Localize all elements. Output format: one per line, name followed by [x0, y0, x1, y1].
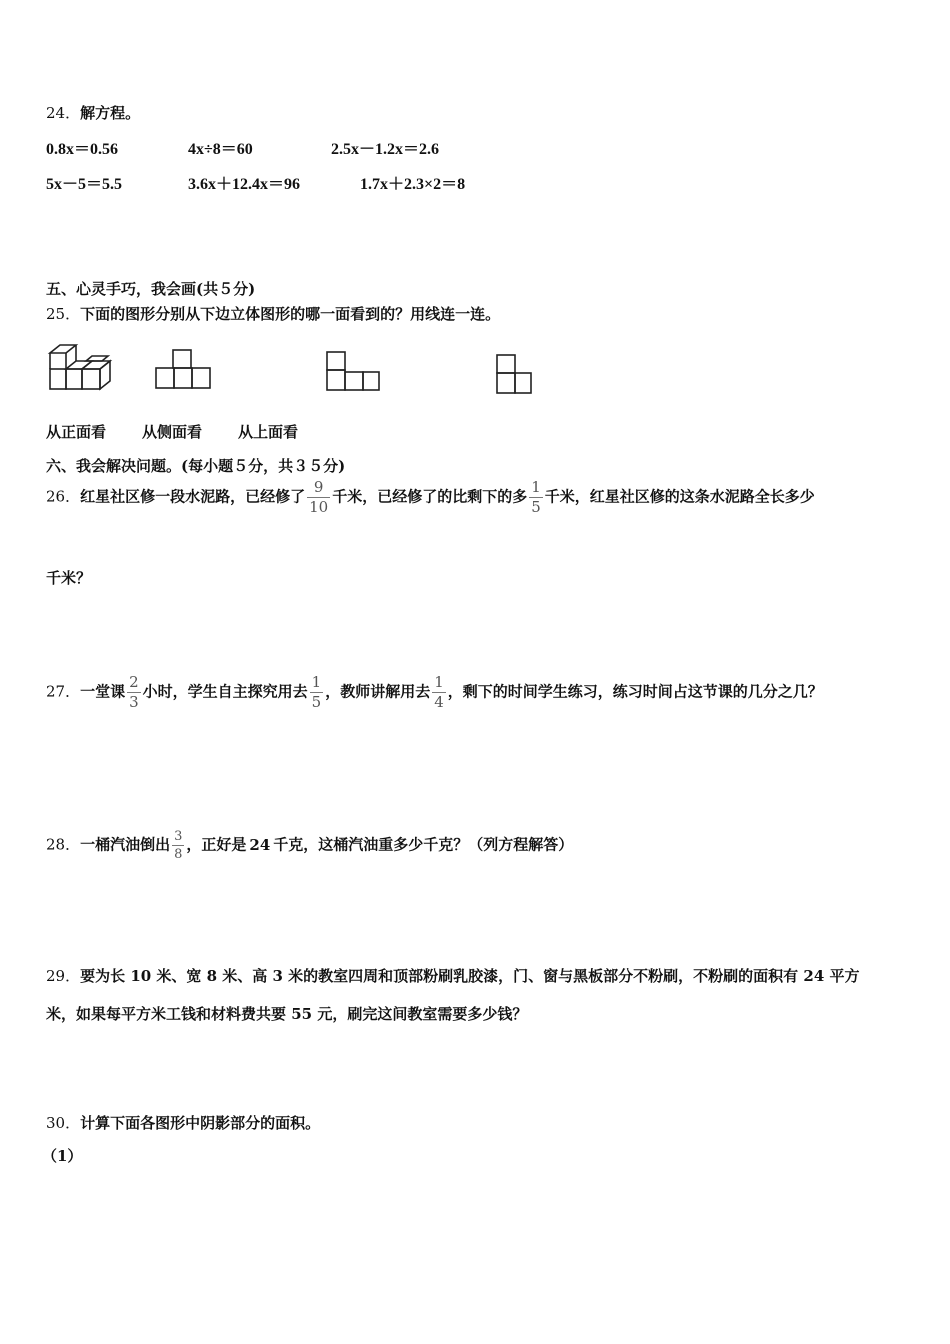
equation-4: 5x－5＝5.5 [46, 176, 123, 193]
q27-text-2: 小时，学生自主探究用去 [142, 682, 308, 701]
q28-text-1: 一桶汽油倒出 [80, 835, 171, 854]
view-label-front: 从正面看 [46, 423, 107, 441]
q27-number: 27． [46, 682, 81, 701]
q29-text-1: 要为长 10 米、宽 8 米、高 3 米的教室四周和顶部粉刷乳胶漆，门、窗与黑板部分不粉刷，不粉刷的面积有 24 平方 [80, 967, 860, 985]
equation-6: 1.7x＋2.3×2＝8 [360, 176, 466, 193]
q24-text: 解方程。 [80, 104, 141, 122]
solid-figure [46, 343, 120, 395]
q27-question [46, 675, 823, 710]
q29-text-2: 米，如果每平方米工钱和材料费共要 55 元，刷完这间教室需要多少钱？ [46, 1005, 528, 1023]
equation-2: 4x÷8＝60 [188, 141, 253, 158]
q26-text-4: 千米？ [46, 569, 92, 587]
fraction-3-8: $\frac{3}{8}$ [174, 829, 183, 862]
equation-1: 0.8x＝0.56 [46, 141, 119, 158]
q27-text-1: 一堂课 [80, 682, 126, 701]
q24-title [46, 102, 140, 123]
q24-number: 24． [46, 104, 81, 122]
fraction-1-4: $\frac{1}{4}$ [434, 673, 444, 711]
q25-text: 下面的图形分别从下边立体图形的哪一面看到的？用线连一连。 [80, 305, 501, 323]
equation-5: 3.6x＋12.4x＝96 [188, 176, 301, 193]
q26-text-2: 千米，已经修了的比剩下的多 [332, 487, 528, 506]
fraction-2-3: $\frac{2}{3}$ [129, 673, 139, 711]
view-figure-3 [495, 353, 537, 397]
q27-text-3: ，教师讲解用去 [325, 682, 431, 701]
section5-title: 五、心灵手巧，我会画(共５分) [46, 280, 256, 298]
q30-text: 计算下面各图形中阴影部分的面积。 [80, 1114, 321, 1132]
q29-number: 29． [46, 967, 81, 985]
fraction-1-5: $\frac{1}{5}$ [531, 478, 541, 516]
q28-value: 24 [249, 835, 271, 854]
q27-text-4: ，剩下的时间学生练习，练习时间占这节课的几分之几？ [447, 682, 823, 701]
q26-text-3: 千米，红星社区修的这条水泥路全长多少 [544, 487, 815, 506]
q26-question [46, 480, 815, 515]
q26-text-1: 红星社区修一段水泥路，已经修了 [80, 487, 306, 506]
view-figure-2 [325, 350, 383, 394]
view-label-side: 从侧面看 [142, 423, 203, 441]
q25-number: 25． [46, 305, 81, 323]
q30-number: 30． [46, 1114, 81, 1132]
q28-text-3: 千克，这桶汽油重多少千克？（列方程解答） [273, 835, 574, 854]
fraction-1-5b: $\frac{1}{5}$ [311, 673, 322, 711]
q26-number: 26． [46, 487, 81, 506]
view-figure-1 [154, 348, 212, 392]
section6-title: 六、我会解决问题。(每小题５分，共３５分) [46, 457, 346, 475]
q30-subpart: （1） [42, 1147, 83, 1165]
fraction-9-10: $\frac{9}{10}$ [309, 478, 329, 516]
q28-number: 28． [46, 835, 81, 854]
equation-3: 2.5x－1.2x＝2.6 [331, 141, 440, 158]
view-label-top: 从上面看 [238, 423, 299, 441]
q28-text-2: ，正好是 [186, 835, 247, 854]
q28-question [46, 830, 573, 861]
q30-question [46, 1112, 320, 1133]
q25-question [46, 303, 500, 324]
q29-line-1 [46, 965, 860, 986]
